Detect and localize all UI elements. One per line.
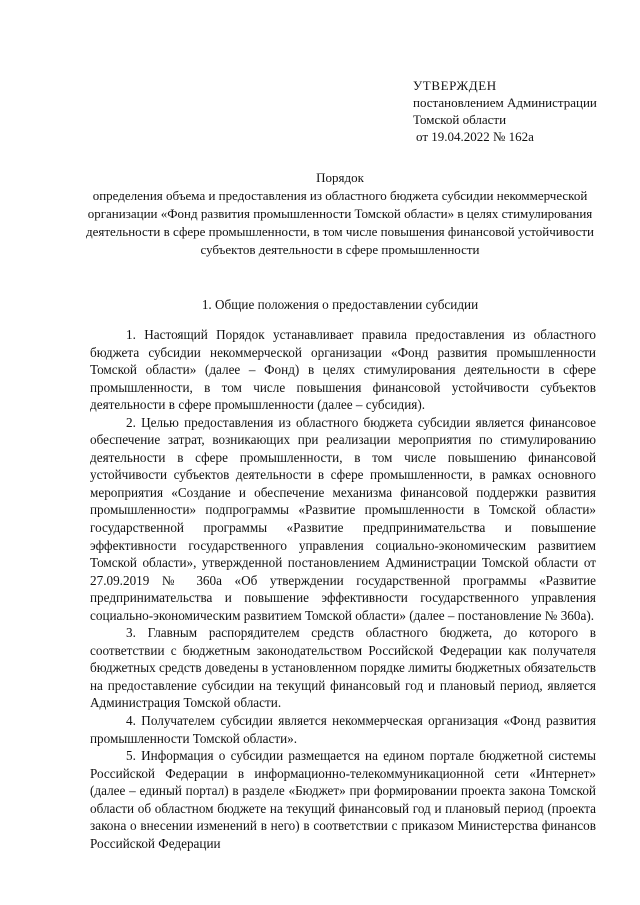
approval-stamp <box>413 77 597 145</box>
approval-title: УТВЕРЖДЕН <box>413 78 497 93</box>
paragraph: 3. Главным распорядителем средств областного бюджета, до которого в соответствии с бюджетным законодательством Российской Федерации как получателя бюджетных средств доведены в установленном порядке лимиты бюджетных обязательств на предоставление субсидии на текущий финансовый год и плановый период, является Администрация Томской области. <box>90 625 596 711</box>
approval-date: от 19.04.2022 № 162а <box>416 129 534 144</box>
paragraph: 4. Получателем субсидии является некоммерческая организация «Фонд развития промышленности Томской области». <box>90 713 596 746</box>
approval-line: постановлением Администрации <box>413 95 597 110</box>
paragraph: 5. Информация о субсидии размещается на едином портале бюджетной системы Российской Федерации в информационно-телекоммуникационной сети «Интернет» (далее – единый портал) в разделе «Бюджет» при формировании проекта закона Томской области об областном бюджете на текущий финансовый год и плановый период (проекта закона о внесении изменений в него) в соответствии с приказом Министерства финансов Российской Федерации <box>90 748 596 851</box>
paragraph: 2. Целью предоставления из областного бюджета субсидии является финансовое обеспечение затрат, возникающих при реализации мероприятия по стимулированию деятельности в сфере промышленности, в том числе повышению финансовой устойчивости субъектов деятельности в сфере промышленности, в рамках основного мероприятия «Создание и обеспечение механизма финансовой поддержки развития промышленности» подпрограммы «Развитие промышленности в Томской области» государственной программы «Развитие предпринимательства и повышение эффективности государственного управления социально-экономическим развитием Томской области», утвержденной постановлением Администрации Томской области от 27.09.2019 № 360а «Об утверждении государственной программы «Развитие предпринимательства и повышение эффективности государственного управления социально-экономическим развитием Томской области» (далее – постановление № 360а). <box>90 414 596 623</box>
paragraph: 1. Настоящий Порядок устанавливает правила предоставления из областного бюджета субсидии некоммерческой организации «Фонд развития промышленности Томской области» (далее – Фонд) в целях стимулирования деятельности в сфере промышленности, в том числе повышения финансовой устойчивости субъектов деятельности в сфере промышленности (далее – субсидия). <box>90 327 596 413</box>
document-body <box>90 326 596 852</box>
section-heading: 1. Общие положения о предоставлении субсидии <box>201 297 479 312</box>
approval-line: Томской области <box>413 112 507 127</box>
document-title <box>80 169 600 259</box>
title-text: определения объема и предоставления из областного бюджета субсидии некоммерческой организации «Фонд развития промышленности Томской области» в целях стимулирования деятельности в сфере промышленности, в том числе повышения финансовой устойчивости субъектов деятельности в сфере промышленности <box>85 187 595 257</box>
title-heading: Порядок <box>316 170 364 185</box>
